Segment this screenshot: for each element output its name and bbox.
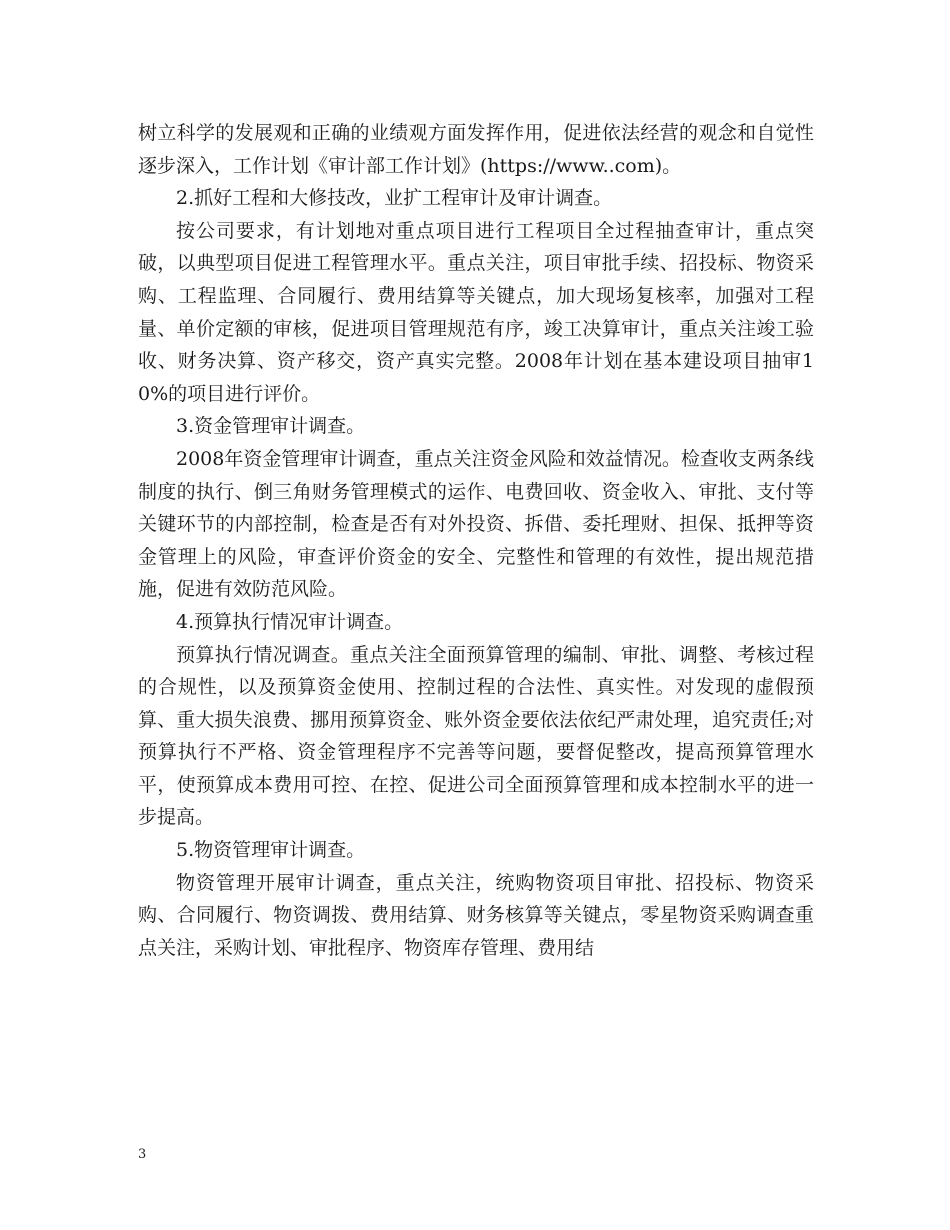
paragraph-continuation: 树立科学的发展观和正确的业绩观方面发挥作用，促进依法经营的观念和自觉性逐步深入，工作计划《审计部工作计划》(https://www..com)。	[138, 122, 814, 177]
paragraph-materials-audit: 物资管理开展审计调查，重点关注，统购物资项目审批、招投标、物资采购、合同履行、物资调拨、费用结算、财务核算等关键点，零星物资采购调查重点关注，采购计划、审批程序、物资库存管理、费用结	[138, 871, 814, 959]
paragraph-budget-audit: 预算执行情况调查。重点关注全面预算管理的编制、审批、调整、考核过程的合规性，以及预算资金使用、控制过程的合法性、真实性。对发现的虚假预算、重大损失浪费、挪用预算资金、账外资金要依法依纪严肃处理，追究责任;对预算执行不严格、资金管理程序不完善等问题，要督促整改，提高预算管理水平，使预算成本费用可控、在控、促进公司全面预算管理和成本控制水平的进一步提高。	[138, 643, 814, 829]
section-heading-5: 5.物资管理审计调查。	[176, 839, 366, 862]
paragraph-engineering-audit: 按公司要求，有计划地对重点项目进行工程项目全过程抽查审计，重点突破，以典型项目促进工程管理水平。重点关注，项目审批手续、招投标、物资采购、工程监理、合同履行、费用结算等关键点，加大现场复核率，加强对工程量、单价定额的审核，促进项目管理规范有序，竣工决算审计，重点关注竣工验收、财务决算、资产移交，资产真实完整。2008年计划在基本建设项目抽审10%的项目进行评价。	[138, 219, 814, 405]
paragraph-fund-audit: 2008年资金管理审计调查，重点关注资金风险和效益情况。检查收支两条线制度的执行、倒三角财务管理模式的运作、电费回收、资金收入、审批、支付等关键环节的内部控制，检查是否有对外投资、拆借、委托理财、担保、抵押等资金管理上的风险，审查评价资金的安全、完整性和管理的有效性，提出规范措施，促进有效防范风险。	[138, 447, 814, 601]
document-body	[138, 117, 814, 964]
page-number: 3	[138, 1147, 147, 1162]
section-heading-3: 3.资金管理审计调查。	[176, 415, 366, 438]
section-heading-4: 4.预算执行情况审计调查。	[176, 610, 404, 633]
section-heading-2: 2.抓好工程和大修技改，业扩工程审计及审计调查。	[176, 187, 613, 210]
